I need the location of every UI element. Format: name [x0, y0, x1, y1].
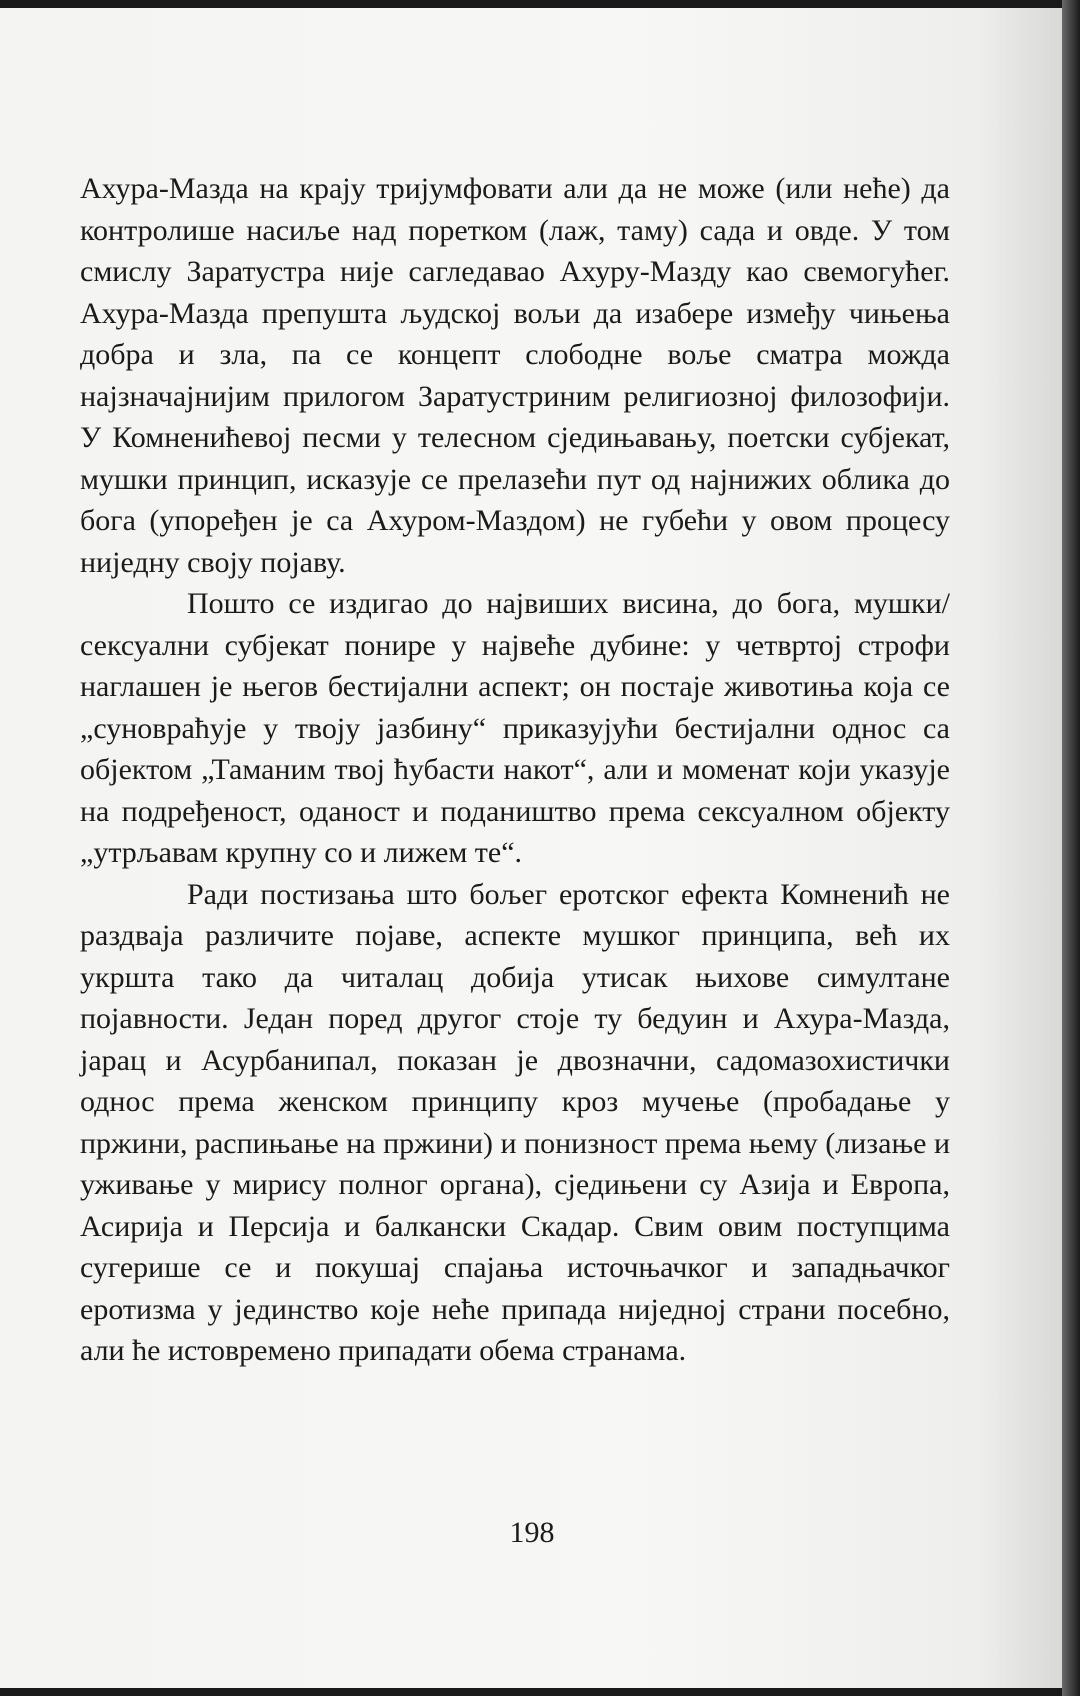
page-number: 198	[509, 1516, 555, 1549]
book-page	[0, 8, 1064, 1688]
paragraph-3: Ради постизања што бољег еротског ефекта Комненић не раздваја различите појаве, аспекте мушког принципа, већ их укршта тако да читалац добија утисак њихове симултане појавности. Један поред другог стоје ту бедуин и Ахура-Мазда, јарац и Асурбанипал, показан је двозначни, садомазохистички однос према женском принципу кроз мучење (пробадање у пржини, распињање на пржини) и понизност према њему (лизање и уживање у мирису полног органа), сједињени су Азија и Европа, Асирија и Персија и балкански Скадар. Свим овим поступцима сугерише се и покушај спајања источњачког и западњачког еротизма у јединство које неће припада ниједној страни посебно, али ће истовремено припадати обема странама.	[80, 877, 951, 1367]
body-text	[80, 168, 950, 1372]
paragraph-1: Ахура-Мазда на крају тријумфовати али да не може (или неће) да контролише насиље над поретком (лаж, таму) сада и овде. У том смислу Заратустра није сагледавао Ахуру-Мазду као свемогућег. Ахура-Мазда препушта људској вољи да изабере између чињења добра и зла, па се концепт слободне воље сматра можда најзначајнијим прилогом Заратустриним религиозној филозофији. У Комненићевој песми у телесном сједињавању, поетски субјекат, мушки принцип, исказује се прелазећи пут од најнижих облика до бога (упоређен је са Ахуром-Маздом) не губећи у овом процесу ниједну своју појаву.	[80, 172, 950, 579]
paragraph-2: Пошто се издигао до највиших висина, до бога, мушки/сексуални субјекат понире у највеће дубине: у четвртој строфи наглашен је његов бестијални аспект; он постаје животиња која се „суновраћује у твоју јазбину“ приказујући бестијални однос са објектом „Таманим твој ћубасти накот“, али и моменат који указује на подређеност, оданост и подаништво према сексуалном објекту „утрљавам крупну со и лижем те“.	[80, 587, 950, 869]
page-edge-shadow	[1062, 0, 1080, 1696]
